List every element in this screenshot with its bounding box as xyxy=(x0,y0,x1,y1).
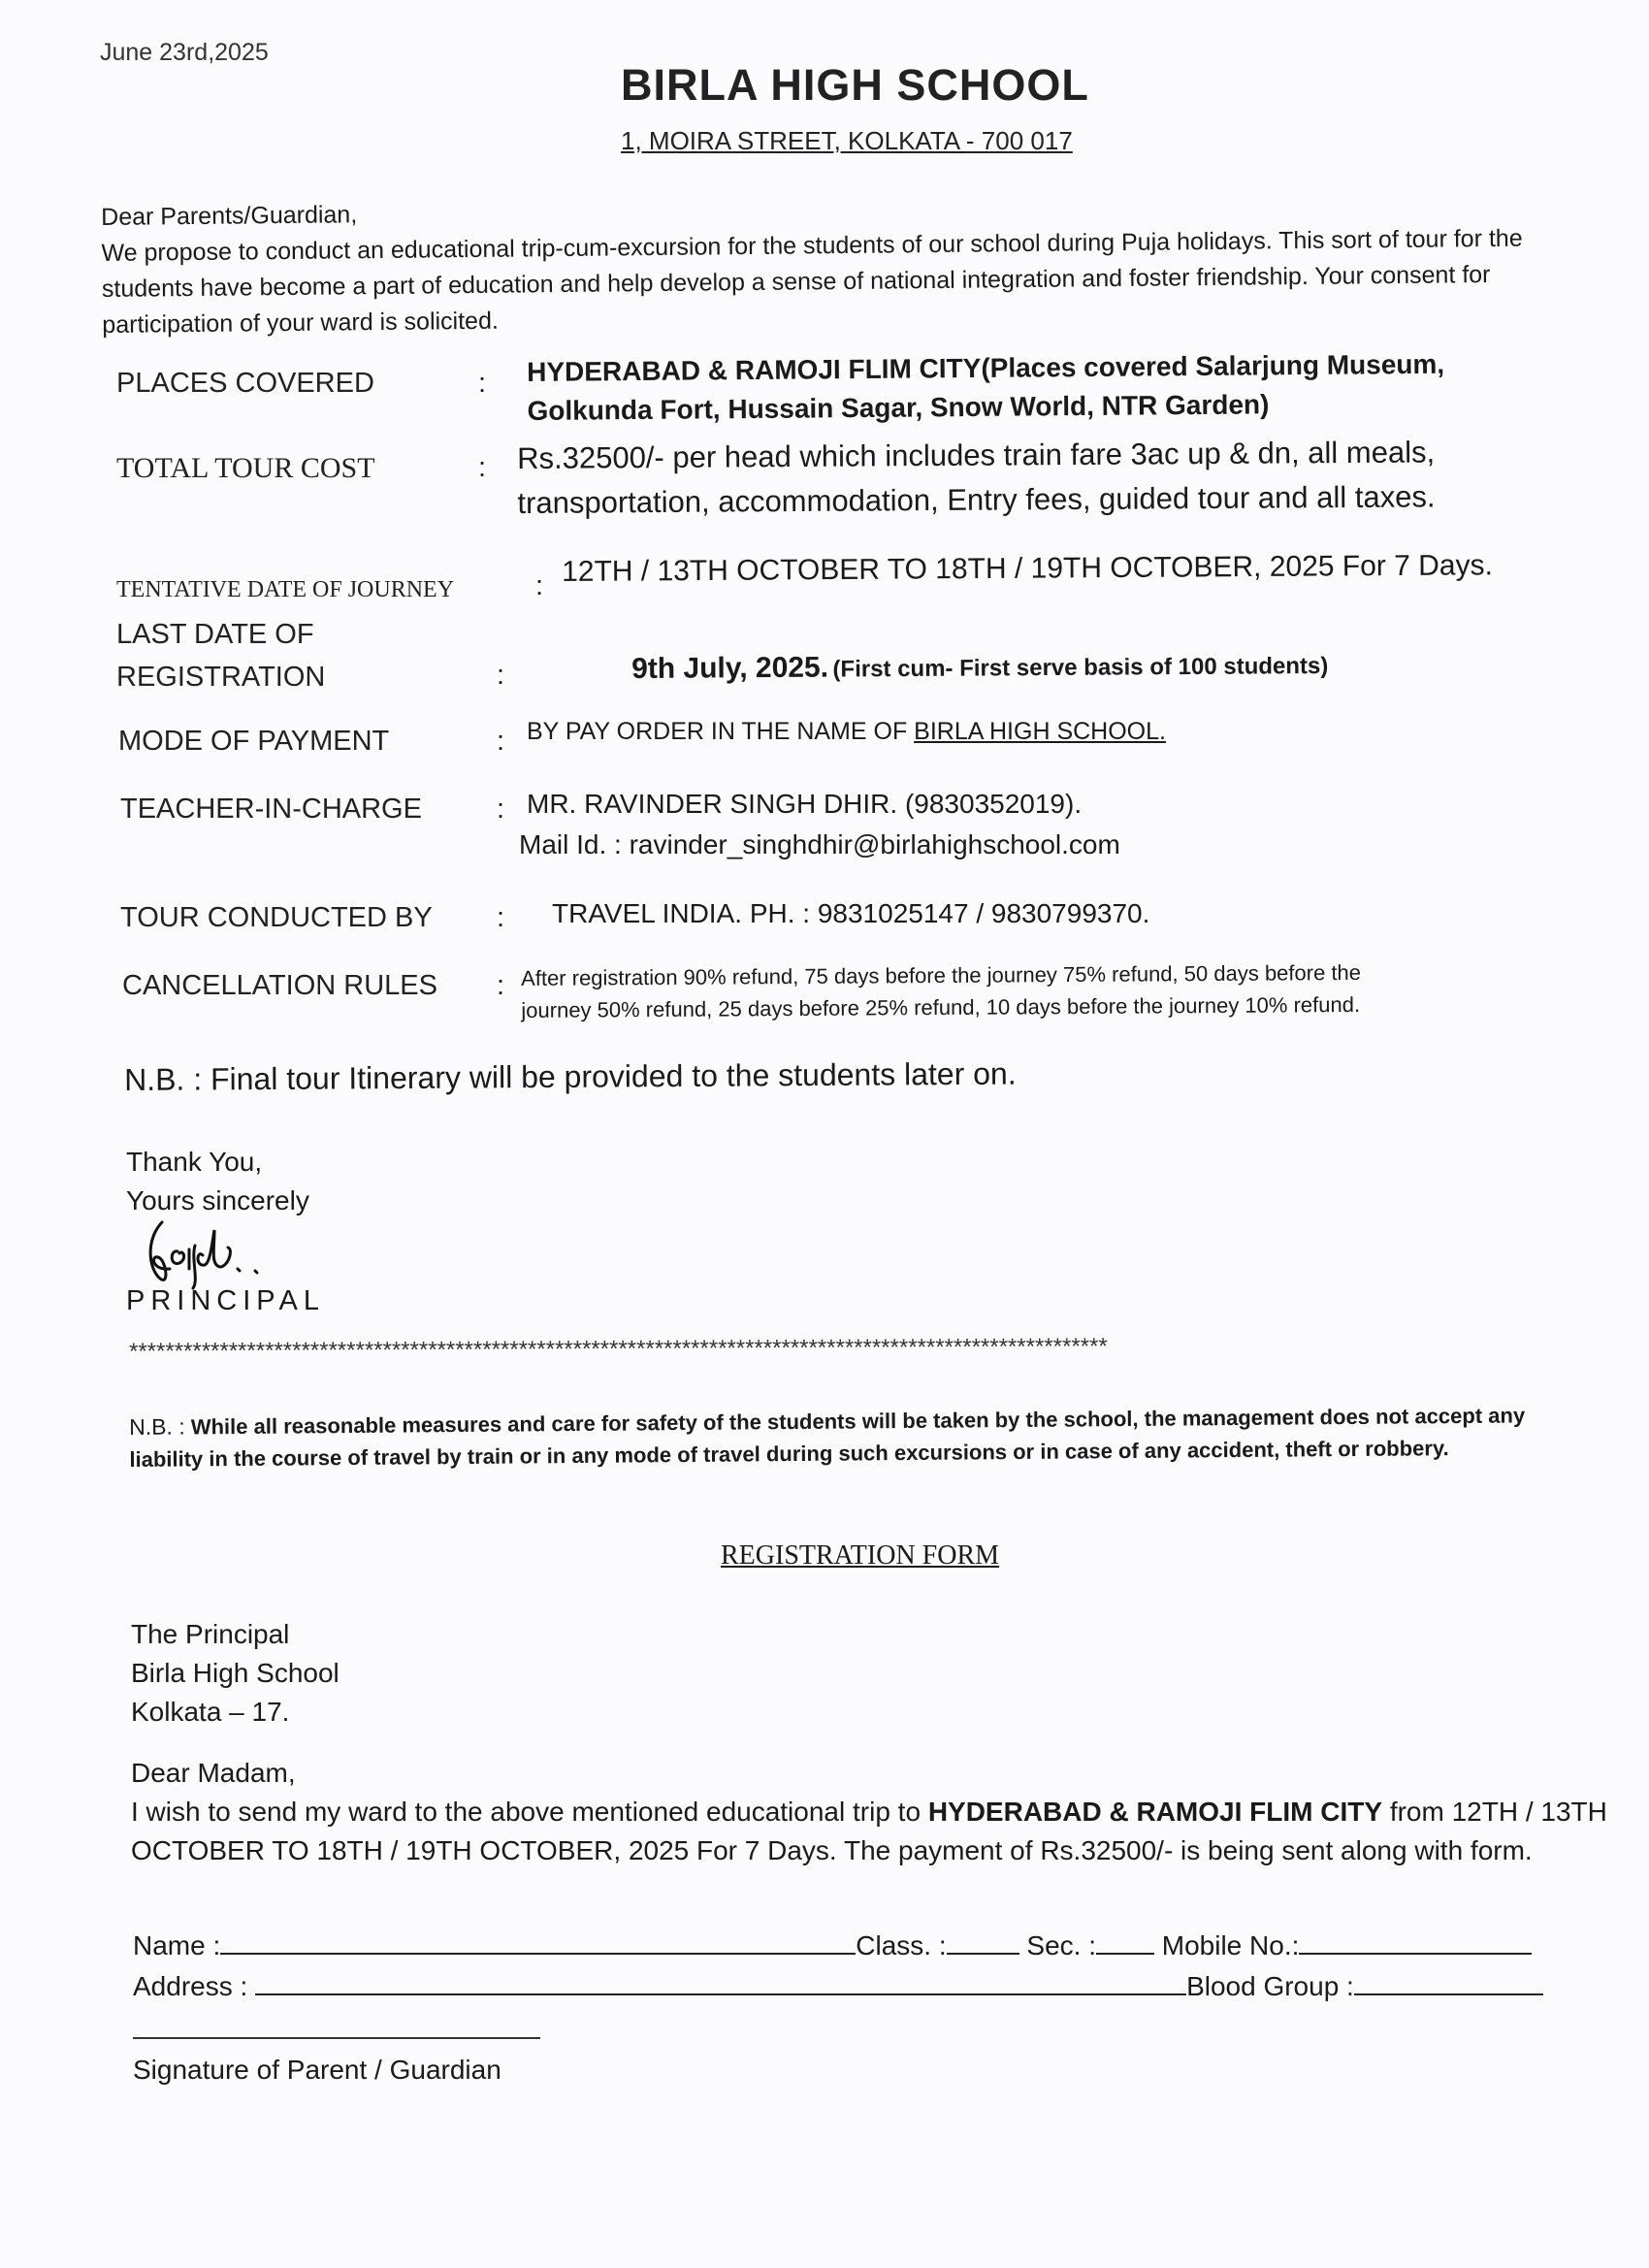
form-body xyxy=(131,1793,1625,1870)
colon: : xyxy=(478,452,487,483)
letter-date: June 23rd,2025 xyxy=(100,39,269,66)
cancellation-value xyxy=(521,956,1361,1026)
journey-label: TENTATIVE DATE OF JOURNEY xyxy=(116,577,455,602)
disclaimer-text: While all reasonable measures and care for safety of the students will be taken by the school, the management does not accept any liability in the course of travel by train or in any mode of travel during such excursions or in case of any accident, theft or robbery. xyxy=(129,1403,1526,1472)
places-label: PLACES COVERED xyxy=(116,368,374,399)
registration-label xyxy=(116,613,325,698)
signature-line[interactable] xyxy=(133,2037,540,2039)
conducted-value: TRAVEL INDIA. PH. : 9831025147 / 9830799370. xyxy=(552,898,1150,928)
cost-line-1: Rs.32500/- per head which includes train fare 3ac up & dn, all meals, xyxy=(517,435,1436,475)
greeting: Dear Parents/Guardian, xyxy=(101,201,358,231)
registration-label-1: LAST DATE OF xyxy=(116,619,314,650)
colon: : xyxy=(497,660,505,691)
class-label: Class. : xyxy=(856,1930,947,1960)
class-field[interactable] xyxy=(947,1933,1019,1955)
cancellation-label: CANCELLATION RULES xyxy=(122,970,437,1001)
separator: ************************************************************************************************************ xyxy=(129,1333,1108,1365)
closing xyxy=(126,1143,309,1220)
payment-text: BY PAY ORDER IN THE NAME OF xyxy=(527,718,908,745)
teacher-label: TEACHER-IN-CHARGE xyxy=(120,794,422,825)
mobile-field[interactable] xyxy=(1299,1933,1532,1955)
form-body-destination: HYDERABAD & RAMOJI FLIM CITY xyxy=(927,1797,1383,1827)
places-line-1: HYDERABAD & RAMOJI FLIM CITY(Places covered Salarjung Museum, xyxy=(527,348,1445,387)
payment-label: MODE OF PAYMENT xyxy=(118,726,390,757)
intro-paragraph: We propose to conduct an educational trip-cum-excursion for the students of our school during Puja holidays. This sort of tour for the students have become a part of education and help develop a sense of national integration and foster friendship. Your consent for participation of your ward is solicited. xyxy=(101,224,1523,339)
name-label: Name : xyxy=(133,1930,221,1960)
colon: : xyxy=(478,368,487,399)
journey-value: 12TH / 13TH OCTOBER TO 18TH / 19TH OCTOBER, 2025 For 7 Days. xyxy=(562,549,1493,588)
address-label: Address : xyxy=(133,1971,248,2001)
blood-group-label: Blood Group : xyxy=(1186,1971,1354,2001)
blood-group-field[interactable] xyxy=(1354,1974,1543,1995)
teacher-value xyxy=(519,784,1120,865)
cancellation-line-2: journey 50% refund, 25 days before 25% refund, 10 days before the journey 10% refund. xyxy=(521,991,1361,1022)
colon: : xyxy=(497,970,505,1001)
address-field[interactable] xyxy=(255,1974,1186,1995)
registration-note: (First cum- First serve basis of 100 students) xyxy=(832,652,1329,683)
teacher-name: MR. RAVINDER SINGH DHIR. (9830352019). xyxy=(527,789,1083,819)
recipient-line-2: Birla High School xyxy=(131,1658,340,1688)
registration-value xyxy=(631,645,1328,691)
teacher-mail: Mail Id. : ravinder_singhdhir@birlahighschool.com xyxy=(519,829,1120,859)
recipient-line-1: The Principal xyxy=(131,1619,290,1649)
school-address: 1, MOIRA STREET, KOLKATA - 700 017 xyxy=(621,126,1073,155)
intro-section xyxy=(101,184,1596,343)
cost-value xyxy=(517,430,1436,526)
name-field[interactable] xyxy=(220,1933,856,1955)
cost-line-2: transportation, accommodation, Entry fees, guided tour and all taxes. xyxy=(517,479,1436,520)
form-line-2 xyxy=(133,1971,1543,2002)
places-line-2: Golkunda Fort, Hussain Sagar, Snow World, NTR Garden) xyxy=(527,389,1270,426)
recipient-line-3: Kolkata – 17. xyxy=(131,1697,290,1727)
cost-label: TOTAL TOUR COST xyxy=(116,452,375,484)
disclaimer-prefix: N.B. : xyxy=(129,1413,185,1440)
principal-title: PRINCIPAL xyxy=(126,1285,325,1316)
colon: : xyxy=(497,726,505,757)
registration-date: 9th July, 2025. xyxy=(631,651,829,685)
signature-label: Signature of Parent / Guardian xyxy=(133,2055,501,2085)
principal-signature xyxy=(141,1211,315,1293)
places-value xyxy=(527,345,1445,431)
colon: : xyxy=(535,570,544,601)
form-body-rest: from 12TH / 13TH OCTOBER TO 18TH / 19TH OCTOBER, 2025 For 7 Days. The payment of Rs.32500/- is being sent along with form. xyxy=(131,1797,1607,1865)
school-name: BIRLA HIGH SCHOOL xyxy=(621,60,1089,110)
colon: : xyxy=(497,902,505,933)
registration-label-2: REGISTRATION xyxy=(116,662,326,693)
form-body-prefix: I wish to send my ward to the above mentioned educational trip to xyxy=(131,1797,922,1827)
payment-payee: BIRLA HIGH SCHOOL. xyxy=(914,718,1166,745)
itinerary-note: N.B. : Final tour Itinerary will be provided to the students later on. xyxy=(124,1055,1017,1097)
form-salutation: Dear Madam, xyxy=(131,1758,296,1788)
mobile-label: Mobile No.: xyxy=(1161,1930,1300,1960)
thanks-line: Thank You, xyxy=(126,1147,263,1177)
cancellation-line-1: After registration 90% refund, 75 days before the journey 75% refund, 50 days before the xyxy=(521,959,1362,990)
sincerely-line: Yours sincerely xyxy=(126,1185,309,1215)
sec-field[interactable] xyxy=(1096,1933,1154,1955)
payment-value xyxy=(527,718,1166,746)
registration-form-title: REGISTRATION FORM xyxy=(721,1540,1000,1571)
sec-label: Sec. : xyxy=(1026,1930,1096,1960)
colon: : xyxy=(497,794,505,825)
form-recipient xyxy=(131,1615,616,1732)
conducted-label: TOUR CONDUCTED BY xyxy=(120,902,433,933)
form-line-1 xyxy=(133,1930,1532,1961)
disclaimer xyxy=(129,1399,1604,1475)
